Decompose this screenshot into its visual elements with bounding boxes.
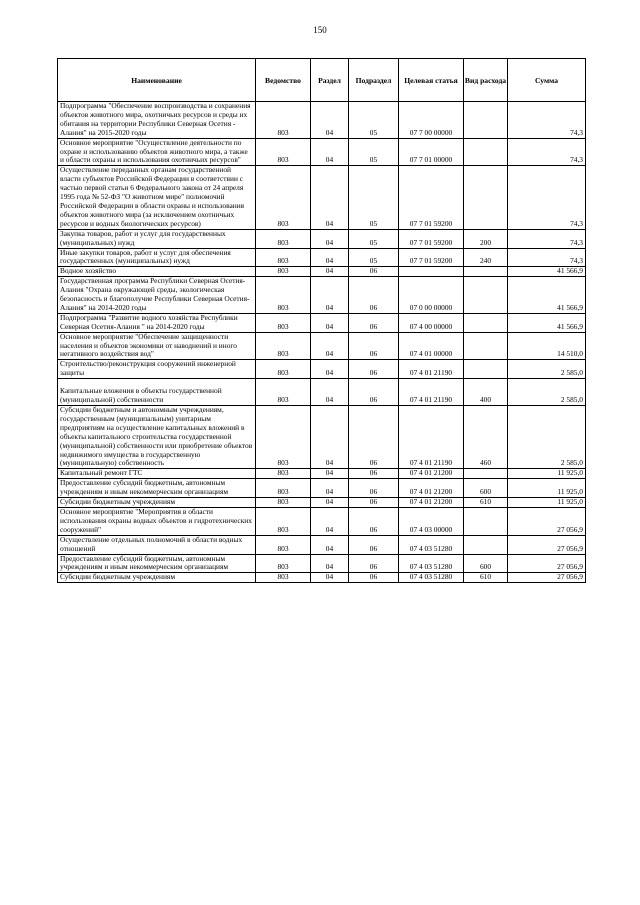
row-name: Иные закупки товаров, работ и услуг для обеспечения государственных (муниципальных) нужд xyxy=(58,248,256,267)
row-amount: 11 925,0 xyxy=(508,498,586,508)
row-section: 04 xyxy=(311,313,349,332)
row-amount: 2 585,0 xyxy=(508,406,586,469)
table-row xyxy=(58,166,586,229)
row-target: 07 4 03 51280 xyxy=(399,573,464,583)
row-expense-type xyxy=(464,166,508,229)
row-expense-type: 610 xyxy=(464,498,508,508)
row-expense-type: 400 xyxy=(464,379,508,406)
row-subsection: 06 xyxy=(349,277,399,314)
row-target: 07 4 03 51280 xyxy=(399,554,464,573)
row-target: 07 7 01 59200 xyxy=(399,229,464,248)
header-target: Целевая статья xyxy=(399,59,464,102)
header-subsection: Подраздел xyxy=(349,59,399,102)
row-subsection: 06 xyxy=(349,360,399,379)
row-name: Капитальный ремонт ГТС xyxy=(58,469,256,479)
table-row xyxy=(58,360,586,379)
row-section: 04 xyxy=(311,479,349,498)
row-amount: 14 510,0 xyxy=(508,332,586,360)
header-expense-type: Вид расхода xyxy=(464,59,508,102)
row-section: 04 xyxy=(311,166,349,229)
row-section: 04 xyxy=(311,267,349,277)
row-subsection: 05 xyxy=(349,229,399,248)
row-subsection: 06 xyxy=(349,267,399,277)
row-section: 04 xyxy=(311,229,349,248)
row-dept: 803 xyxy=(256,267,311,277)
row-name: Предоставление субсидий бюджетным, автономным учреждениям и иным некоммерческим организациям xyxy=(58,554,256,573)
row-section: 04 xyxy=(311,277,349,314)
row-dept: 803 xyxy=(256,229,311,248)
row-expense-type xyxy=(464,535,508,554)
row-expense-type xyxy=(464,267,508,277)
row-name: Субсидии бюджетным учреждениям xyxy=(58,498,256,508)
row-dept: 803 xyxy=(256,379,311,406)
row-subsection: 06 xyxy=(349,406,399,469)
row-dept: 803 xyxy=(256,313,311,332)
row-section: 04 xyxy=(311,138,349,166)
row-expense-type xyxy=(464,360,508,379)
row-expense-type: 460 xyxy=(464,406,508,469)
row-name: Подпрограмма "Обеспечение воспроизводства и сохранения объектов животного мира, охотничьих ресурсов и среды их обитания на территории Республики Северная Осетия - Алания" на 2015-2020 годы xyxy=(58,102,256,139)
row-target: 07 4 01 21190 xyxy=(399,360,464,379)
row-section: 04 xyxy=(311,379,349,406)
row-dept: 803 xyxy=(256,535,311,554)
row-target: 07 4 01 21190 xyxy=(399,379,464,406)
row-expense-type xyxy=(464,138,508,166)
table-row xyxy=(58,267,586,277)
row-target: 07 4 01 21200 xyxy=(399,498,464,508)
header-name: Наименование xyxy=(58,59,256,102)
row-name: Строительство/реконструкция сооружений инженерной защиты xyxy=(58,360,256,379)
row-name: Подпрограмма "Развитие водного хозяйства Республики Северная Осетия-Алания " на 2014-2020 годы xyxy=(58,313,256,332)
row-target: 07 4 01 00000 xyxy=(399,332,464,360)
row-subsection: 05 xyxy=(349,248,399,267)
row-subsection: 06 xyxy=(349,573,399,583)
row-expense-type: 610 xyxy=(464,573,508,583)
row-subsection: 05 xyxy=(349,166,399,229)
row-subsection: 06 xyxy=(349,554,399,573)
row-subsection: 06 xyxy=(349,498,399,508)
row-target: 07 4 03 51280 xyxy=(399,535,464,554)
row-name: Предоставление субсидий бюджетным, автономным учреждениям и иным некоммерческим организациям xyxy=(58,479,256,498)
header-amount: Сумма xyxy=(508,59,586,102)
header-section: Раздел xyxy=(311,59,349,102)
table-row xyxy=(58,313,586,332)
row-subsection: 06 xyxy=(349,469,399,479)
row-name: Субсидии бюджетным учреждениям xyxy=(58,573,256,583)
row-section: 04 xyxy=(311,554,349,573)
row-name: Основное мероприятие "Обеспечение защищенности населения и объектов экономики от наводнений и иного негативного воздействия вод" xyxy=(58,332,256,360)
row-expense-type xyxy=(464,277,508,314)
row-name: Осуществление переданных органам государственной власти субъектов Российской Федерации в соответствии с частью первой статьи 6 Федерального закона от 24 апреля 1995 года № 52-ФЗ "О животном мире" полномочий Российской Федерации в области охраны и использования объектов животного мира (за исключением охотничьих ресурсов и водных биологических ресурсов) xyxy=(58,166,256,229)
row-subsection: 06 xyxy=(349,479,399,498)
row-dept: 803 xyxy=(256,138,311,166)
table-row xyxy=(58,535,586,554)
header-dept: Ведомство xyxy=(256,59,311,102)
table-row xyxy=(58,406,586,469)
row-dept: 803 xyxy=(256,332,311,360)
row-subsection: 06 xyxy=(349,507,399,535)
row-dept: 803 xyxy=(256,248,311,267)
row-amount: 74,3 xyxy=(508,166,586,229)
row-expense-type: 240 xyxy=(464,248,508,267)
row-amount: 74,3 xyxy=(508,229,586,248)
row-section: 04 xyxy=(311,469,349,479)
row-amount: 41 566,9 xyxy=(508,313,586,332)
row-name: Капитальные вложения в объекты государственной (муниципальной) собственности xyxy=(58,379,256,406)
row-target: 07 4 01 21190 xyxy=(399,406,464,469)
row-name: Закупка товаров, работ и услуг для государственных (муниципальных) нужд xyxy=(58,229,256,248)
row-section: 04 xyxy=(311,332,349,360)
row-subsection: 06 xyxy=(349,332,399,360)
row-expense-type xyxy=(464,102,508,139)
row-name: Водное хозяйство xyxy=(58,267,256,277)
row-target: 07 7 00 00000 xyxy=(399,102,464,139)
row-target: 07 7 01 59200 xyxy=(399,248,464,267)
row-expense-type: 200 xyxy=(464,229,508,248)
row-subsection: 06 xyxy=(349,313,399,332)
row-target: 07 4 01 21200 xyxy=(399,469,464,479)
table-row xyxy=(58,573,586,583)
table-row xyxy=(58,229,586,248)
row-dept: 803 xyxy=(256,406,311,469)
row-target: 07 0 00 00000 xyxy=(399,277,464,314)
row-dept: 803 xyxy=(256,573,311,583)
row-amount: 41 566,9 xyxy=(508,267,586,277)
row-dept: 803 xyxy=(256,479,311,498)
table-row xyxy=(58,138,586,166)
row-section: 04 xyxy=(311,535,349,554)
row-section: 04 xyxy=(311,360,349,379)
row-section: 04 xyxy=(311,498,349,508)
row-amount: 2 585,0 xyxy=(508,379,586,406)
row-dept: 803 xyxy=(256,498,311,508)
row-subsection: 05 xyxy=(349,102,399,139)
row-amount: 27 056,9 xyxy=(508,554,586,573)
table-row xyxy=(58,498,586,508)
table-row xyxy=(58,554,586,573)
row-amount: 74,3 xyxy=(508,102,586,139)
row-section: 04 xyxy=(311,406,349,469)
row-amount: 11 925,0 xyxy=(508,469,586,479)
row-target: 07 4 03 00000 xyxy=(399,507,464,535)
table-header-row xyxy=(58,59,586,102)
table-row xyxy=(58,379,586,406)
row-amount: 11 925,0 xyxy=(508,479,586,498)
row-name: Осуществление отдельных полномочий в области водных отношений xyxy=(58,535,256,554)
table-row xyxy=(58,332,586,360)
row-amount: 27 056,9 xyxy=(508,507,586,535)
row-expense-type xyxy=(464,313,508,332)
table-row xyxy=(58,469,586,479)
row-amount: 74,3 xyxy=(508,138,586,166)
row-dept: 803 xyxy=(256,166,311,229)
table-row xyxy=(58,479,586,498)
row-amount: 27 056,9 xyxy=(508,535,586,554)
row-amount: 74,3 xyxy=(508,248,586,267)
row-target: 07 4 00 00000 xyxy=(399,313,464,332)
row-dept: 803 xyxy=(256,360,311,379)
row-expense-type xyxy=(464,332,508,360)
row-target: 07 7 01 00000 xyxy=(399,138,464,166)
row-name: Основное мероприятие "Мероприятия в области использования охраны водных объектов и гидротехнических сооружений" xyxy=(58,507,256,535)
row-section: 04 xyxy=(311,507,349,535)
row-amount: 2 585,0 xyxy=(508,360,586,379)
row-amount: 41 566,9 xyxy=(508,277,586,314)
row-section: 04 xyxy=(311,102,349,139)
table-row xyxy=(58,248,586,267)
row-section: 04 xyxy=(311,248,349,267)
budget-table xyxy=(57,58,586,583)
row-section: 04 xyxy=(311,573,349,583)
row-expense-type xyxy=(464,469,508,479)
row-dept: 803 xyxy=(256,554,311,573)
row-dept: 803 xyxy=(256,102,311,139)
row-target: 07 7 01 59200 xyxy=(399,166,464,229)
row-subsection: 06 xyxy=(349,535,399,554)
row-target xyxy=(399,267,464,277)
row-expense-type: 600 xyxy=(464,554,508,573)
table-row xyxy=(58,507,586,535)
row-name: Основное мероприятие "Осуществление деятельности по охране и использованию объектов животного мира, а также и области охраны и использования охотничьих ресурсов" xyxy=(58,138,256,166)
table-row xyxy=(58,102,586,139)
page-number: 150 xyxy=(313,25,327,35)
row-name: Государственная программа Республики Северная Осетия-Алания "Охрана окружающей среды, экологическая безопасность и благополучие Республики Северная Осетия-Алания" на 2014-2020 годы xyxy=(58,277,256,314)
row-subsection: 06 xyxy=(349,379,399,406)
row-subsection: 05 xyxy=(349,138,399,166)
row-amount: 27 056,9 xyxy=(508,573,586,583)
row-expense-type: 600 xyxy=(464,479,508,498)
row-name: Субсидии бюджетным и автономным учреждениям, государственным (муниципальным) унитарным предприятиям на осуществление капитальных вложений в объекты капитального строительства государственной (муниципальной) собственности или приобретение объектов недвижимого имущества в государственную (муниципальную) собственность xyxy=(58,406,256,469)
row-dept: 803 xyxy=(256,507,311,535)
row-dept: 803 xyxy=(256,277,311,314)
row-dept: 803 xyxy=(256,469,311,479)
row-expense-type xyxy=(464,507,508,535)
row-target: 07 4 01 21200 xyxy=(399,479,464,498)
table-row xyxy=(58,277,586,314)
